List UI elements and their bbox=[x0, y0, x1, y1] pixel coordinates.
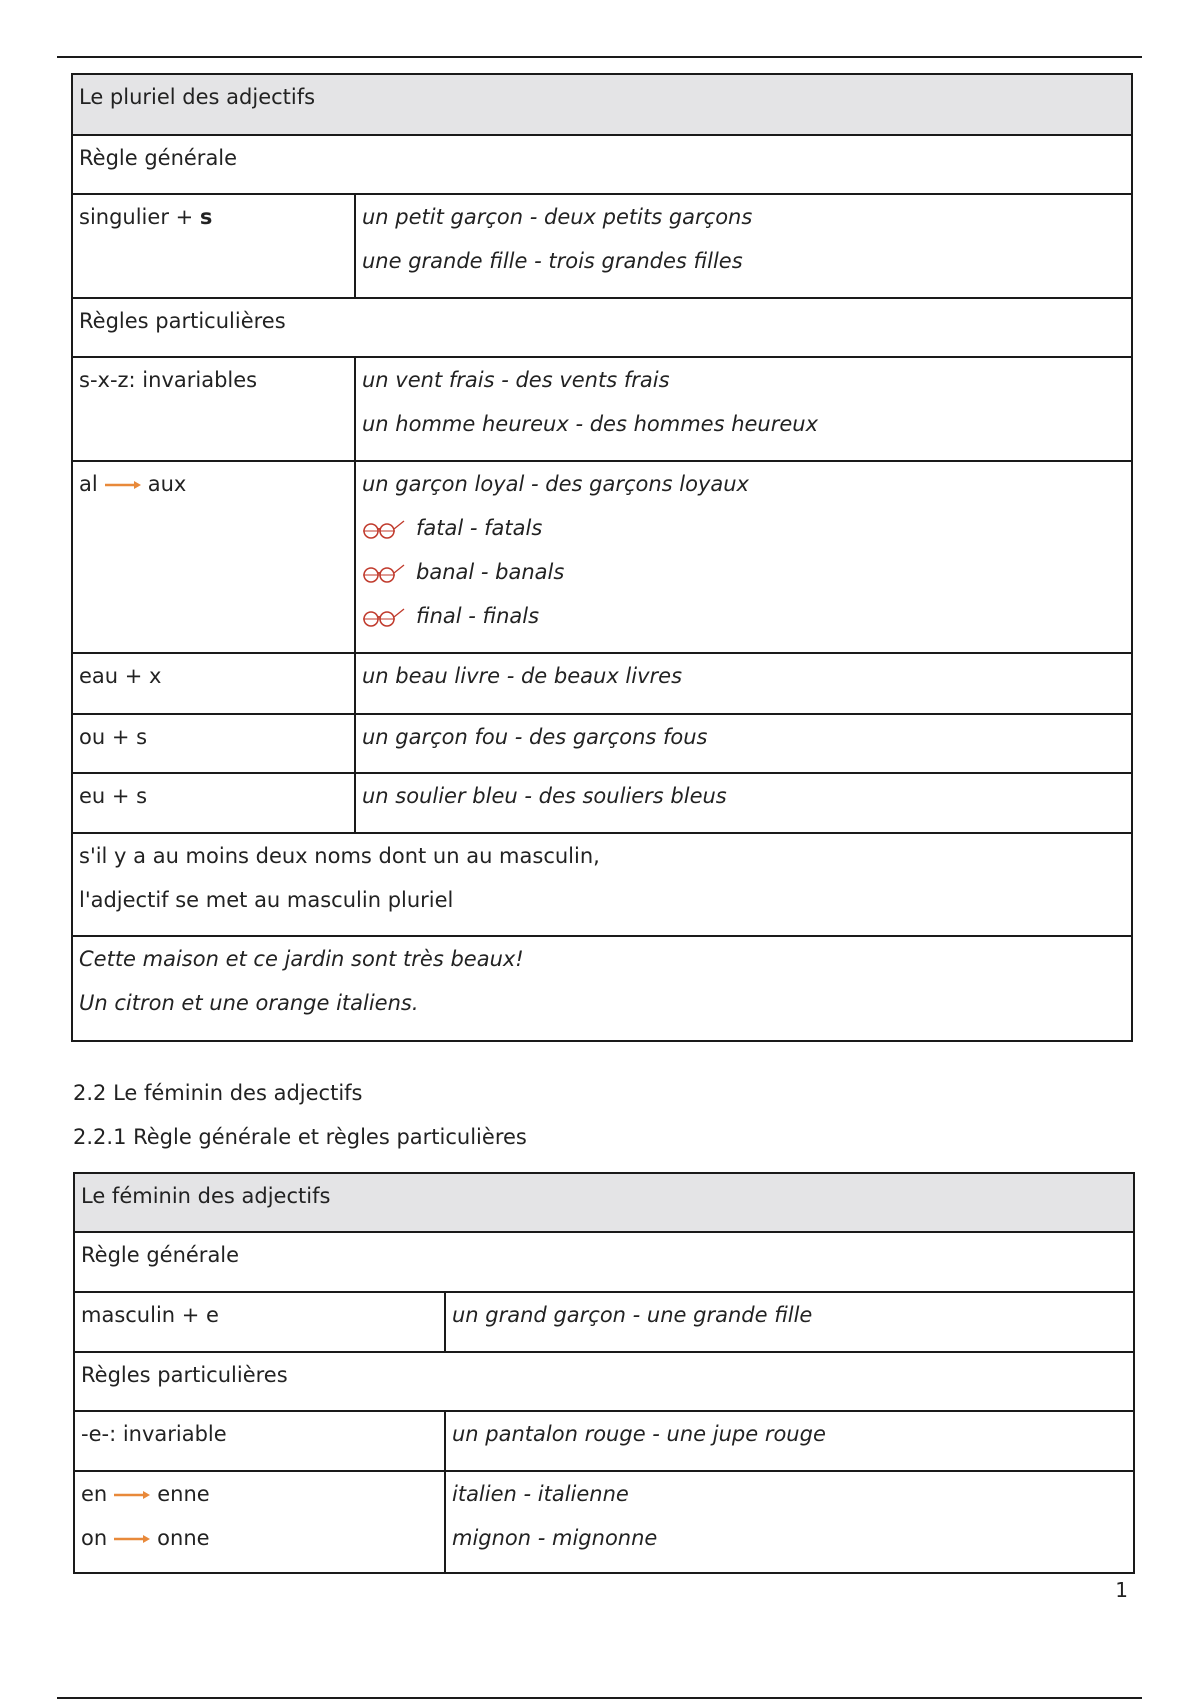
rule-cell: ou + s bbox=[72, 714, 355, 773]
table-row bbox=[74, 1471, 1134, 1573]
examples-cell: italien - italienne mignon - mignonne bbox=[445, 1471, 1134, 1573]
rule-cell: s-x-z: invariables bbox=[72, 357, 355, 461]
rule-cell: en enne on onne bbox=[74, 1471, 445, 1573]
examples-cell: un vent frais - des vents frais un homme heureux - des hommes heureux bbox=[355, 357, 1132, 461]
table-row bbox=[72, 194, 1132, 298]
examples-cell: un garçon loyal - des garçons loyaux fatal - fatals banal - banals final - finals bbox=[355, 461, 1132, 653]
table-row bbox=[72, 461, 1132, 653]
feminine-adjectives-table bbox=[73, 1172, 1135, 1574]
particular-rules-label: Règles particulières bbox=[72, 298, 1132, 357]
table-row bbox=[72, 714, 1132, 773]
table-row bbox=[72, 653, 1132, 714]
table-row bbox=[74, 1411, 1134, 1471]
rule-cell: -e-: invariable bbox=[74, 1411, 445, 1471]
general-rule-label: Règle générale bbox=[74, 1232, 1134, 1292]
top-rule bbox=[57, 56, 1142, 58]
bottom-rule bbox=[57, 1697, 1142, 1699]
arrow-right-icon bbox=[113, 1533, 151, 1545]
section-heading: 2.2 Le féminin des adjectifs bbox=[73, 1081, 363, 1105]
page-number: 1 bbox=[1115, 1578, 1128, 1602]
arrow-right-icon bbox=[104, 479, 142, 491]
eyeglasses-icon bbox=[362, 518, 406, 540]
rule-cell: al aux bbox=[72, 461, 355, 653]
table-title: Le pluriel des adjectifs bbox=[72, 74, 1132, 135]
examples-cell: un soulier bleu - des souliers bleus bbox=[355, 773, 1132, 833]
note-examples: Cette maison et ce jardin sont très beaux! Un citron et une orange italiens. bbox=[72, 936, 1132, 1041]
plural-adjectives-table bbox=[71, 73, 1133, 1042]
eyeglasses-icon bbox=[362, 606, 406, 628]
subsection-heading: 2.2.1 Règle générale et règles particulières bbox=[73, 1125, 527, 1149]
table-row bbox=[72, 773, 1132, 833]
rule-cell: masculin + e bbox=[74, 1292, 445, 1352]
table-row bbox=[72, 357, 1132, 461]
examples-cell: un petit garçon - deux petits garçons une grande fille - trois grandes filles bbox=[355, 194, 1132, 298]
examples-cell: un garçon fou - des garçons fous bbox=[355, 714, 1132, 773]
examples-cell: un beau livre - de beaux livres bbox=[355, 653, 1132, 714]
table-title: Le féminin des adjectifs bbox=[74, 1173, 1134, 1232]
rule-cell: singulier + s bbox=[72, 194, 355, 298]
masculine-plural-note: s'il y a au moins deux noms dont un au masculin, l'adjectif se met au masculin pluriel bbox=[72, 833, 1132, 936]
rule-cell: eau + x bbox=[72, 653, 355, 714]
arrow-right-icon bbox=[113, 1489, 151, 1501]
general-rule-label: Règle générale bbox=[72, 135, 1132, 194]
examples-cell: un grand garçon - une grande fille bbox=[445, 1292, 1134, 1352]
table-row bbox=[74, 1292, 1134, 1352]
examples-cell: un pantalon rouge - une jupe rouge bbox=[445, 1411, 1134, 1471]
rule-cell: eu + s bbox=[72, 773, 355, 833]
eyeglasses-icon bbox=[362, 562, 406, 584]
particular-rules-label: Règles particulières bbox=[74, 1352, 1134, 1411]
